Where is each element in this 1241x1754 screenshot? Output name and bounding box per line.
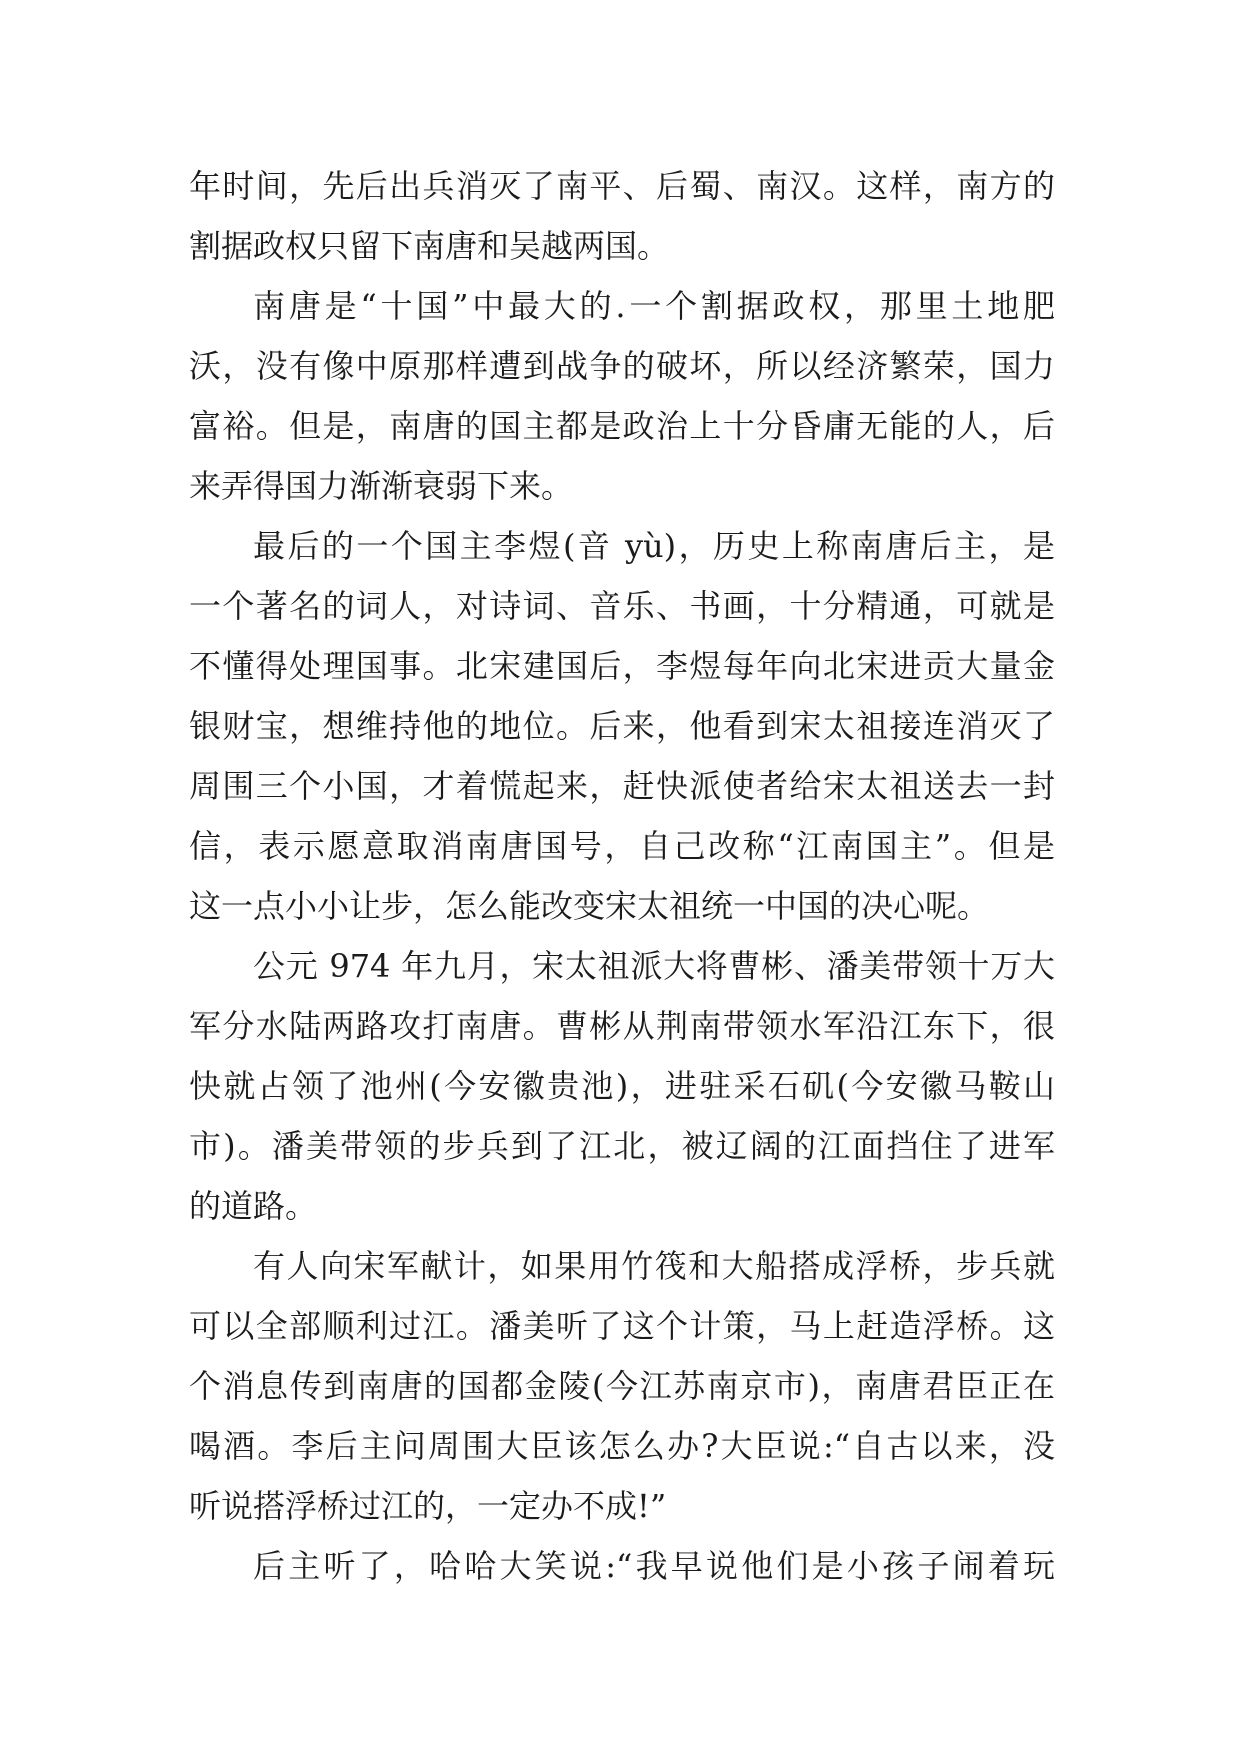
text-line: 的道路。 <box>189 1187 318 1225</box>
text-line: 一个著名的词人，对诗词、音乐、书画，十分精通，可就是 <box>189 587 1055 625</box>
text-line: 这一点小小让步，怎么能改变宋太祖统一中国的决心呢。 <box>189 887 990 925</box>
text-line: 南唐是“十国”中最大的.一个割据政权，那里土地肥 <box>253 287 1055 325</box>
paragraph <box>189 936 1055 1236</box>
text-line: 最后的一个国主李煜(音 yù)，历史上称南唐后主，是 <box>253 527 1055 565</box>
text-line: 沃，没有像中原那样遭到战争的破坏，所以经济繁荣，国力 <box>189 347 1055 385</box>
text-line: 快就占领了池州(今安徽贵池)，进驻采石矶(今安徽马鞍山 <box>189 1067 1055 1105</box>
body-text <box>189 156 1055 1596</box>
text-line: 可以全部顺利过江。潘美听了这个计策，马上赶造浮桥。这 <box>189 1307 1055 1345</box>
text-line: 割据政权只留下南唐和吴越两国。 <box>189 227 670 265</box>
paragraph <box>189 276 1055 516</box>
text-line: 后主听了，哈哈大笑说:“我早说他们是小孩子闹着玩 <box>253 1547 1055 1585</box>
text-line: 周围三个小国，才着慌起来，赶快派使者给宋太祖送去一封 <box>189 767 1055 805</box>
text-line: 有人向宋军献计，如果用竹筏和大船搭成浮桥，步兵就 <box>253 1247 1055 1285</box>
text-line: 不懂得处理国事。北宋建国后，李煜每年向北宋进贡大量金 <box>189 647 1055 685</box>
paragraph <box>189 516 1055 936</box>
text-line: 银财宝，想维持他的地位。后来，他看到宋太祖接连消灭了 <box>189 707 1055 745</box>
text-line: 信，表示愿意取消南唐国号，自己改称“江南国主”。但是 <box>189 827 1055 865</box>
paragraph <box>189 1236 1055 1536</box>
text-line: 来弄得国力渐渐衰弱下来。 <box>189 467 574 505</box>
text-line: 市)。潘美带领的步兵到了江北，被辽阔的江面挡住了进军 <box>189 1127 1055 1165</box>
text-line: 军分水陆两路攻打南唐。曹彬从荆南带领水军沿江东下，很 <box>189 1007 1055 1045</box>
paragraph <box>189 1536 1055 1596</box>
text-line: 个消息传到南唐的国都金陵(今江苏南京市)，南唐君臣正在 <box>189 1367 1055 1405</box>
text-line: 年时间，先后出兵消灭了南平、后蜀、南汉。这样，南方的 <box>189 167 1055 205</box>
text-line: 公元 974 年九月，宋太祖派大将曹彬、潘美带领十万大 <box>253 947 1055 985</box>
text-line: 听说搭浮桥过江的，一定办不成!” <box>189 1487 667 1525</box>
text-line: 富裕。但是，南唐的国主都是政治上十分昏庸无能的人，后 <box>189 407 1055 445</box>
text-line: 喝酒。李后主问周围大臣该怎么办?大臣说:“自古以来，没 <box>189 1427 1055 1465</box>
paragraph <box>189 156 1055 276</box>
